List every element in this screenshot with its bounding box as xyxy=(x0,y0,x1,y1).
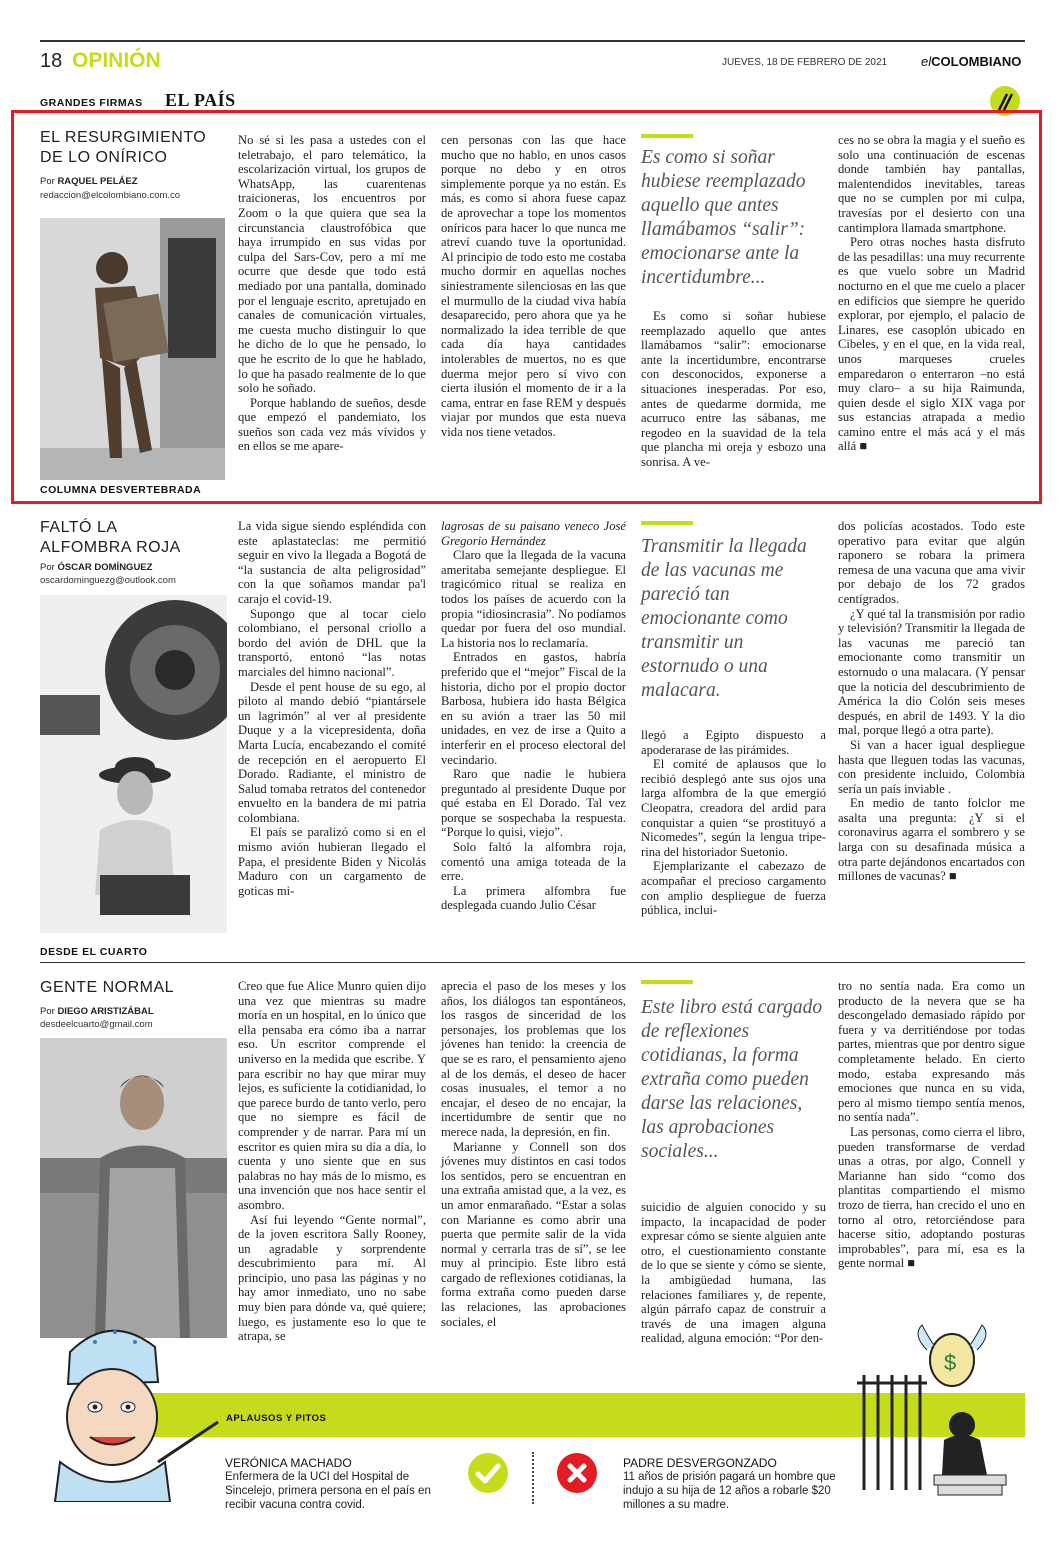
paragraph: Entrados en gastos, habría preferido que el “mejor” Fiscal de la historia, dicho por el propio doctor Barbosa, hubiera ido hasta Bélgica en su avión a traer las 50 mil unidades, en vez de irse a Quito a interferir en el proceso electoral del vecindario. xyxy=(441,650,626,767)
article3-pull-quote: Este libro está cargado de reflexiones cotidianas, la forma extraña como pueden darse las relaciones, las aprobaciones sociales... xyxy=(641,997,823,1162)
applause-text: Enfermera de la UCI del Hospital de Sincelejo, primera persona en el país en recibir vacuna contra covid. xyxy=(225,1471,431,1511)
article1-email: redaccion@elcolombiano.com.co xyxy=(40,190,181,201)
statue-photo xyxy=(40,218,225,480)
article2-col4 xyxy=(838,519,1025,884)
page-number: 18 xyxy=(40,50,63,72)
article3-byline: Por DIEGO ARISTIZÁBAL xyxy=(40,1006,154,1017)
paragraph: La vida sigue siendo espléndida con este aplastateclas: me permitió seguir en vivo la llegada a Bogotá de “la sustancia de alta peligrosidad” con la que soñamos mandar pa'l carajo el covid-19. xyxy=(238,519,426,606)
applause-name: VERÓNICA MACHADO xyxy=(225,1456,352,1470)
paragraph: ces no se obra la magia y el sueño es solo una continuación de escenas donde también hay pantallas, malentendidos inevitables, tareas que no se cumplen por mi culpa, travesías por el desierto con una cantimplora llamada smartphone. xyxy=(838,133,1025,235)
article1-headline: EL RESURGIMIENTO DE LO ONÍRICO xyxy=(40,129,207,166)
el-pais-logo: EL PAÍS xyxy=(165,90,236,110)
header-top-rule xyxy=(40,40,1025,42)
article2-col1 xyxy=(238,519,426,898)
article2-byline: Por ÓSCAR DOMÍNGUEZ xyxy=(40,562,153,573)
paragraph: tro no sentía nada. Era como un producto de la nevera que se ha descongelado demasiado rápido por fuera y va derritiéndose por todas partes, mientras que por dentro sigue completamente helado. En cierto modo, estaba expresando más emociones que nunca en su vida, pero al mismo tiempo sentía menos, no sentía nada”. xyxy=(838,979,1025,1125)
paragraph: Es como si soñar hubiese reemplazado aquello que antes llamábamos “salir”: emocionarse ante la incertidumbre, encontrarse con desconocidos, exponerse a situaciones inesperadas. Por eso, antes de quedarme dormida, me acurruco entre las sábanas, me regodeo en la suavidad de la tela que plancha mi oreja y esbozo una sonrisa. A ve- xyxy=(641,309,826,469)
article1-col3 xyxy=(641,309,826,470)
article1-col2 xyxy=(441,133,626,439)
article3-col2 xyxy=(441,979,626,1329)
section-title: OPINIÓN xyxy=(72,49,161,72)
paragraph: No sé si les pasa a ustedes con el teletrabajo, el paro telemático, la escolarización virtual, los grupos de WhatsApp, las cuarentenas traicioneras, los encuentros por Zoom o la que quiera que sea la circunstancia claustrofóbica que haya irrumpido en sus vidas por culpa del Sars-Cov, pero a mí me ocurre que desde que todo está mediado por una pantalla, dominado por el lenguaje escrito, apretujado en canales de comunicación virtuales, me cuesta mucho distinguir lo que he dicho de lo que he pensado, lo que he escrito de lo que he hablado, lo que ha pasado realmente de lo que solo he soñado. xyxy=(238,133,426,396)
paragraph: dos policías acostados. Todo este operativo para evitar que algún raponero se robara la primera remesa de una vacuna que ama vivir por debajo de los 72 grados centígrados. xyxy=(838,519,1025,606)
paragraph: aprecia el paso de los meses y los años, los diálogos tan espontáneos, los rasgos de sinceridad de los personajes, los problemas que los jóvenes han tenido: la creencia de que se es raro, el pensamiento ajeno al de los demás, el deseo de hacer cosas inusuales, el temor a no encajar, el deseo de no encajar, la incertidumbre de sentir que no merece nada, la depresión, en fin. xyxy=(441,979,626,1139)
nurse-illustration xyxy=(40,1312,220,1502)
author-photo-diego xyxy=(40,1038,227,1338)
paragraph: Marianne y Connell son dos jóvenes muy distintos en casi todos los sentidos, pero se encuentran en una extraña amistad que, a la vez, es un amor enmarañado. “Estar a solas con Marianne es como abrir una puerta que permite salir de la vida normal y cerrarla tras de sí”, se lee muy al principio. Este libro está cargado de reflexiones cotidianas, la forma extraña como pueden darse las relaciones, las aprobaciones sociales, el xyxy=(441,1139,626,1329)
paragraph: ¿Y qué tal la transmisión por radio y televisión? Transmitir la llegada de las vacunas me pareció tan emocionante como transmitir un estornudo o una malacara. (Y pensar que la noticia del descubrimiento de América la dio Colón seis meses después, en abril de 1493. Y la dio mal, porque llegó a otra parte). xyxy=(838,606,1025,738)
paragraph: En medio de tanto folclor me asalta una pregunta: ¿Y si el coronavirus agarra el sombrero y se larga con su desafinada música a otra parte dejándonos encartados con millones de vacunas? ■ xyxy=(838,796,1025,884)
article2-headline: FALTÓ LA ALFOMBRA ROJA xyxy=(40,519,181,556)
article3-col3 xyxy=(641,1200,826,1346)
article1-col1 xyxy=(238,133,426,454)
article2-pull-quote: Transmitir la llegada de las vacunas me pareció tan emocionante como transmitir un estornudo o una malacara. xyxy=(641,536,807,701)
paragraph: Solo faltó la alfombra roja, comentó una amiga toteada de la erre. xyxy=(441,840,626,884)
paragraph: Así fui leyendo “Gente normal”, de la joven escritora Sally Rooney, un agradable y sorprendente descubrimiento para mí. Al principio, uno pasa las páginas y no hay amor inmediato, uno no sabe muy bien para dónde va, qué quiere; luego, es justamente eso lo que te atrapa, se xyxy=(238,1212,426,1344)
whistle-text: 11 años de prisión pagará un hombre que indujo a su hija de 12 años a robarle $20 millones a su madre. xyxy=(623,1471,836,1511)
column-label: COLUMNA DESVERTEBRADA xyxy=(40,484,202,496)
paragraph: Creo que fue Alice Munro quien dijo una vez que mientras su madre moría en un hospital, en lo único que ella pensaba era cómo iba a narrar eso. Un escritor comprende el universo en la medida que escribe. Y para escribir no hay que mirar muy lejos, es suficiente la cotidianidad, lo que parece burdo de tanto verlo, pero que no siempre es fácil de comprender y de narrar. Para mí un escritor es quien mira su día a día, lo cuenta y uno siente que en sus palabras no hay más de lo mismo, es una invención que nos hace sentir el asombro. xyxy=(238,979,426,1212)
paragraph: lagrosas de su paisano veneco José Gregorio Hernández xyxy=(441,519,626,548)
issue-date: JUEVES, 18 DE FEBRERO DE 2021 xyxy=(722,57,888,68)
paragraph: Pero otras noches hasta disfruto de las pesadillas: una muy recurrente es que vuelo sobre un Madrid nocturno en el que me cuelo a placer en edificios que siempre he querido explorar, por ejemplo, el palacio de Linares, ese casoplón ubicado en Cibeles, y en el que, en la vida real, unos marqueses crueles emparedaron o enterraron –no está muy claro– a su hija Raimunda, quien desde el siglo XIX vaga por sus estancias atrapada a medio camino entre el más acá y el más allá ■ xyxy=(838,235,1025,454)
paragraph: llegó a Egipto dispuesto a apoderarase de las pirámides. xyxy=(641,728,826,757)
article3-email: desdeelcuarto@gmail.com xyxy=(40,1019,153,1030)
x-icon xyxy=(557,1453,597,1493)
paragraph: El país se paralizó como si en el mismo avión hubieran llegado el Papa, el presidente Biden y Nicolás Maduro con un cargamento de goticas mi- xyxy=(238,825,426,898)
pull-quote-bar xyxy=(641,134,693,138)
paragraph: Las personas, como cierra el libro, pueden transformarse de verdad unas a otras, por algo, Connell y Marianne han sido “como dos plantitas compartiendo el mismo trozo de tierra, han crecido el uno en torno al otro, retorciéndose para hacerse sitio, adoptando posturas improbables”, para mí, esa es la gente normal ■ xyxy=(838,1124,1025,1271)
article2-col2 xyxy=(441,519,626,913)
paragraph: Raro que nadie le hubiera preguntado al presidente Duque por qué estaba en El Dorado. Tal vez porque se sospechaba la respuesta. “Porque lo quisi, viejo”. xyxy=(441,767,626,840)
paragraph: La primera alfombra fue desplegada cuando Julio César xyxy=(441,883,626,913)
paragraph: Supongo que al tocar cielo colombiano, el personal criollo a bordo del avión de DHL que la transportó, entonó “las notas marciales del himno nacional”. xyxy=(238,606,426,679)
paragraph: El comité de aplausos que lo recibió desplegó ante sus ojos una larga alfombra de la que emergió Cleopatra, creadora del ardid para conquistar a quien “se prostituyó a Nicomedes”, según la lengua triperina del historiador Suetonio. xyxy=(641,757,826,859)
article2-email: oscardominguezg@outlook.com xyxy=(40,575,176,586)
paragraph: suicidio de alguien conocido y su impacto, la incapacidad de poder expresar cómo se siente alguien ante otro, el cuestionamiento constante de lo que se siente y cómo se siente, la ambigüedad humana, las relaciones familiares y, de repente, algún párrafo capaz de construir a través de una imagen alguna realidad, alguna emoción: “Por den- xyxy=(641,1200,826,1346)
jail-illustration xyxy=(852,1315,1027,1500)
paragraph: Desde el pent house de su ego, al piloto al mando debió “piantársele un lagrimón” al ver al presidente Duque y a la vicepresidenta, doña Marta Lucía, encabezando el comité de recepción en el aeropuerto El Dorado. Radiante, el ministro de Salud tomaba retratos del contenedor envuelto en la bandera de mi patria colombiana. xyxy=(238,679,426,825)
author-photo-oscar xyxy=(40,595,227,933)
article3-col1 xyxy=(238,979,426,1344)
paragraph: Ejemplarizante el cabezazo de acompañar el precioso cargamento con amplio despliegue de fuerza pública, inclui- xyxy=(641,859,826,918)
whistle-name: PADRE DESVERGONZADO xyxy=(623,1456,777,1470)
paragraph: Porque hablando de sueños, desde que empezó el pandemiato, los sueños son cada vez más vívidos y en ellos se me apare- xyxy=(238,395,426,454)
article1-col4 xyxy=(838,133,1025,454)
desde-el-cuarto-label: DESDE EL CUARTO xyxy=(40,946,148,958)
article2-col3 xyxy=(641,728,826,918)
section-rule xyxy=(40,962,1025,963)
article3-col4 xyxy=(838,979,1025,1271)
brand-logo: elCOLOMBIANO xyxy=(921,54,1022,69)
grandes-firmas-label: GRANDES FIRMAS xyxy=(40,97,143,109)
pull-quote-bar xyxy=(641,521,693,525)
svg-text:$: $ xyxy=(944,1350,957,1375)
paragraph: Claro que la llegada de la vacuna ameritaba semejante despliegue. El tragicómico ritual se realiza en todos los países de acuerdo con la propia “idiosincrasia”. No podíamos quedar por fuera del oso mundial. La historia nos lo reclamaría. xyxy=(441,548,626,650)
article3-headline: GENTE NORMAL xyxy=(40,979,175,996)
article1-byline: Por RAQUEL PELÁEZ xyxy=(40,176,138,187)
article1-pull-quote: Es como si soñar hubiese reemplazado aquello que antes llamábamos “salir”: emocionarse ante la incertidumbre... xyxy=(641,147,806,288)
aplausos-label: APLAUSOS Y PITOS xyxy=(226,1413,327,1424)
check-icon xyxy=(468,1453,508,1493)
paragraph: Si van a hacer igual despliegue hasta que lleguen todas las vacunas, con presidente incluido, Colombia sería un país inviable . xyxy=(838,737,1025,796)
divider xyxy=(532,1452,535,1504)
pull-quote-bar xyxy=(641,980,693,984)
paragraph: cen personas con las que hace mucho que no hablo, en unos casos porque no debo y en otros simplemente porque ya no están. Es más, es como si ahora fuese capaz de aprovechar a tope los momentos oníricos para hacer lo que nunca me atreví cuando tuve la oportunidad. Al principio de todo esto me costaba mucho dormir en aquellas noches siniestramente silenciosas en las que el murmullo de la ciudad viva había desaparecido, pero ahora que ya he normalizado la idea terrible de que cada día haya cantidades intolerables de muertos, no es que duerma mejor pero sí vivo con cierta ilusión el momento de ir a la cama, entrar en fase REM y después viajar por mundos que esta nueva vida nos tiene vetados. xyxy=(441,133,626,439)
